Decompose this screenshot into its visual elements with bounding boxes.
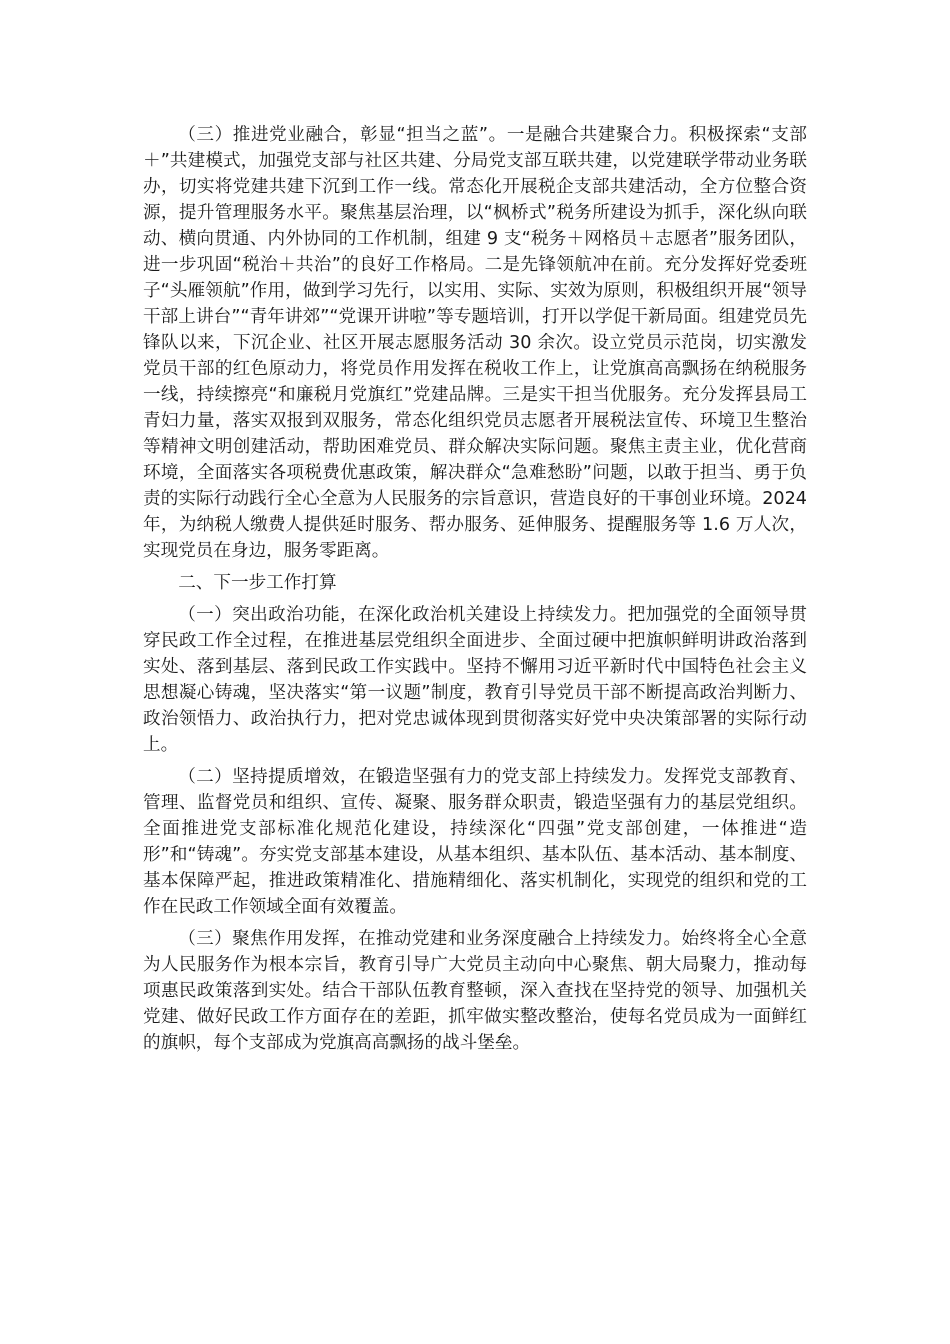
document-body (143, 122, 807, 1056)
paragraph-party-business-integration: （三）推进党业融合，彰显“担当之蓝”。一是融合共建聚合力。积极探索“支部＋”共建模式，加强党支部与社区共建、分局党支部互联共建，以党建联学带动业务联办，切实将党建共建下沉到工作一线。常态化开展税企支部共建活动，全方位整合资源，提升管理服务水平。聚焦基层治理，以“枫桥式”税务所建设为抓手，深化纵向联动、横向贯通、内外协同的工作机制，组建 9 支“税务＋网格员＋志愿者”服务团队，进一步巩固“税治＋共治”的良好工作格局。二是先锋领航冲在前。充分发挥好党委班子“头雁领航”作用，做到学习先行，以实用、实际、实效为原则，积极组织开展“领导干部上讲台”“青年讲郊”“党课开讲啦”等专题培训，打开以学促干新局面。组建党员先锋队以来，下沉企业、社区开展志愿服务活动 30 余次。设立党员示范岗，切实激发党员干部的红色原动力，将党员作用发挥在税收工作上，让党旗高高飘扬在纳税服务一线，持续擦亮“和廉税月党旗红”党建品牌。三是实干担当优服务。充分发挥县局工青妇力量，落实双报到双服务，常态化组织党员志愿者开展税法宣传、环境卫生整治等精神文明创建活动，帮助困难党员、群众解决实际问题。聚焦主责主业，优化营商环境，全面落实各项税费优惠政策，解决群众“急难愁盼”问题，以敢于担当、勇于负责的实际行动践行全心全意为人民服务的宗旨意识，营造良好的干事创业环境。2024 年，为纳税人缴费人提供延时服务、帮办服务、延伸服务、提醒服务等 1.6 万人次，实现党员在身边，服务零距离。 (143, 125, 807, 561)
paragraph-quality-efficiency: （二）坚持提质增效，在锻造坚强有力的党支部上持续发力。发挥党支部教育、管理、监督党员和组织、宣传、凝聚、服务群众职责，锻造坚强有力的基层党组织。全面推进党支部标准化规范化建设，持续深化“四强”党支部创建，一体推进“造形”和“铸魂”。夯实党支部基本建设，从基本组织、基本队伍、基本活动、基本制度、基本保障严起，推进政策精准化、措施精细化、落实机制化，实现党的组织和党的工作在民政工作领域全面有效覆盖。 (143, 767, 807, 917)
paragraph-political-function: （一）突出政治功能，在深化政治机关建设上持续发力。把加强党的全面领导贯穿民政工作全过程，在推进基层党组织全面进步、全面过硬中把旗帜鲜明讲政治落到实处、落到基层、落到民政工作实践中。坚持不懈用习近平新时代中国特色社会主义思想凝心铸魂，坚决落实“第一议题”制度，教育引导党员干部不断提高政治判断力、政治领悟力、政治执行力，把对党忠诚体现到贯彻落实好党中央决策部署的实际行动上。 (143, 605, 807, 755)
section-heading-next-steps: 二、下一步工作打算 (178, 573, 337, 593)
paragraph-focus-role: （三）聚焦作用发挥，在推动党建和业务深度融合上持续发力。始终将全心全意为人民服务作为根本宗旨，教育引导广大党员主动向中心聚焦、朝大局聚力，推动每项惠民政策落到实处。结合干部队伍教育整顿，深入查找在坚持党的领导、加强机关党建、做好民政工作方面存在的差距，抓牢做实整改整治，使每名党员成为一面鲜红的旗帜，每个支部成为党旗高高飘扬的战斗堡垒。 (143, 929, 807, 1053)
